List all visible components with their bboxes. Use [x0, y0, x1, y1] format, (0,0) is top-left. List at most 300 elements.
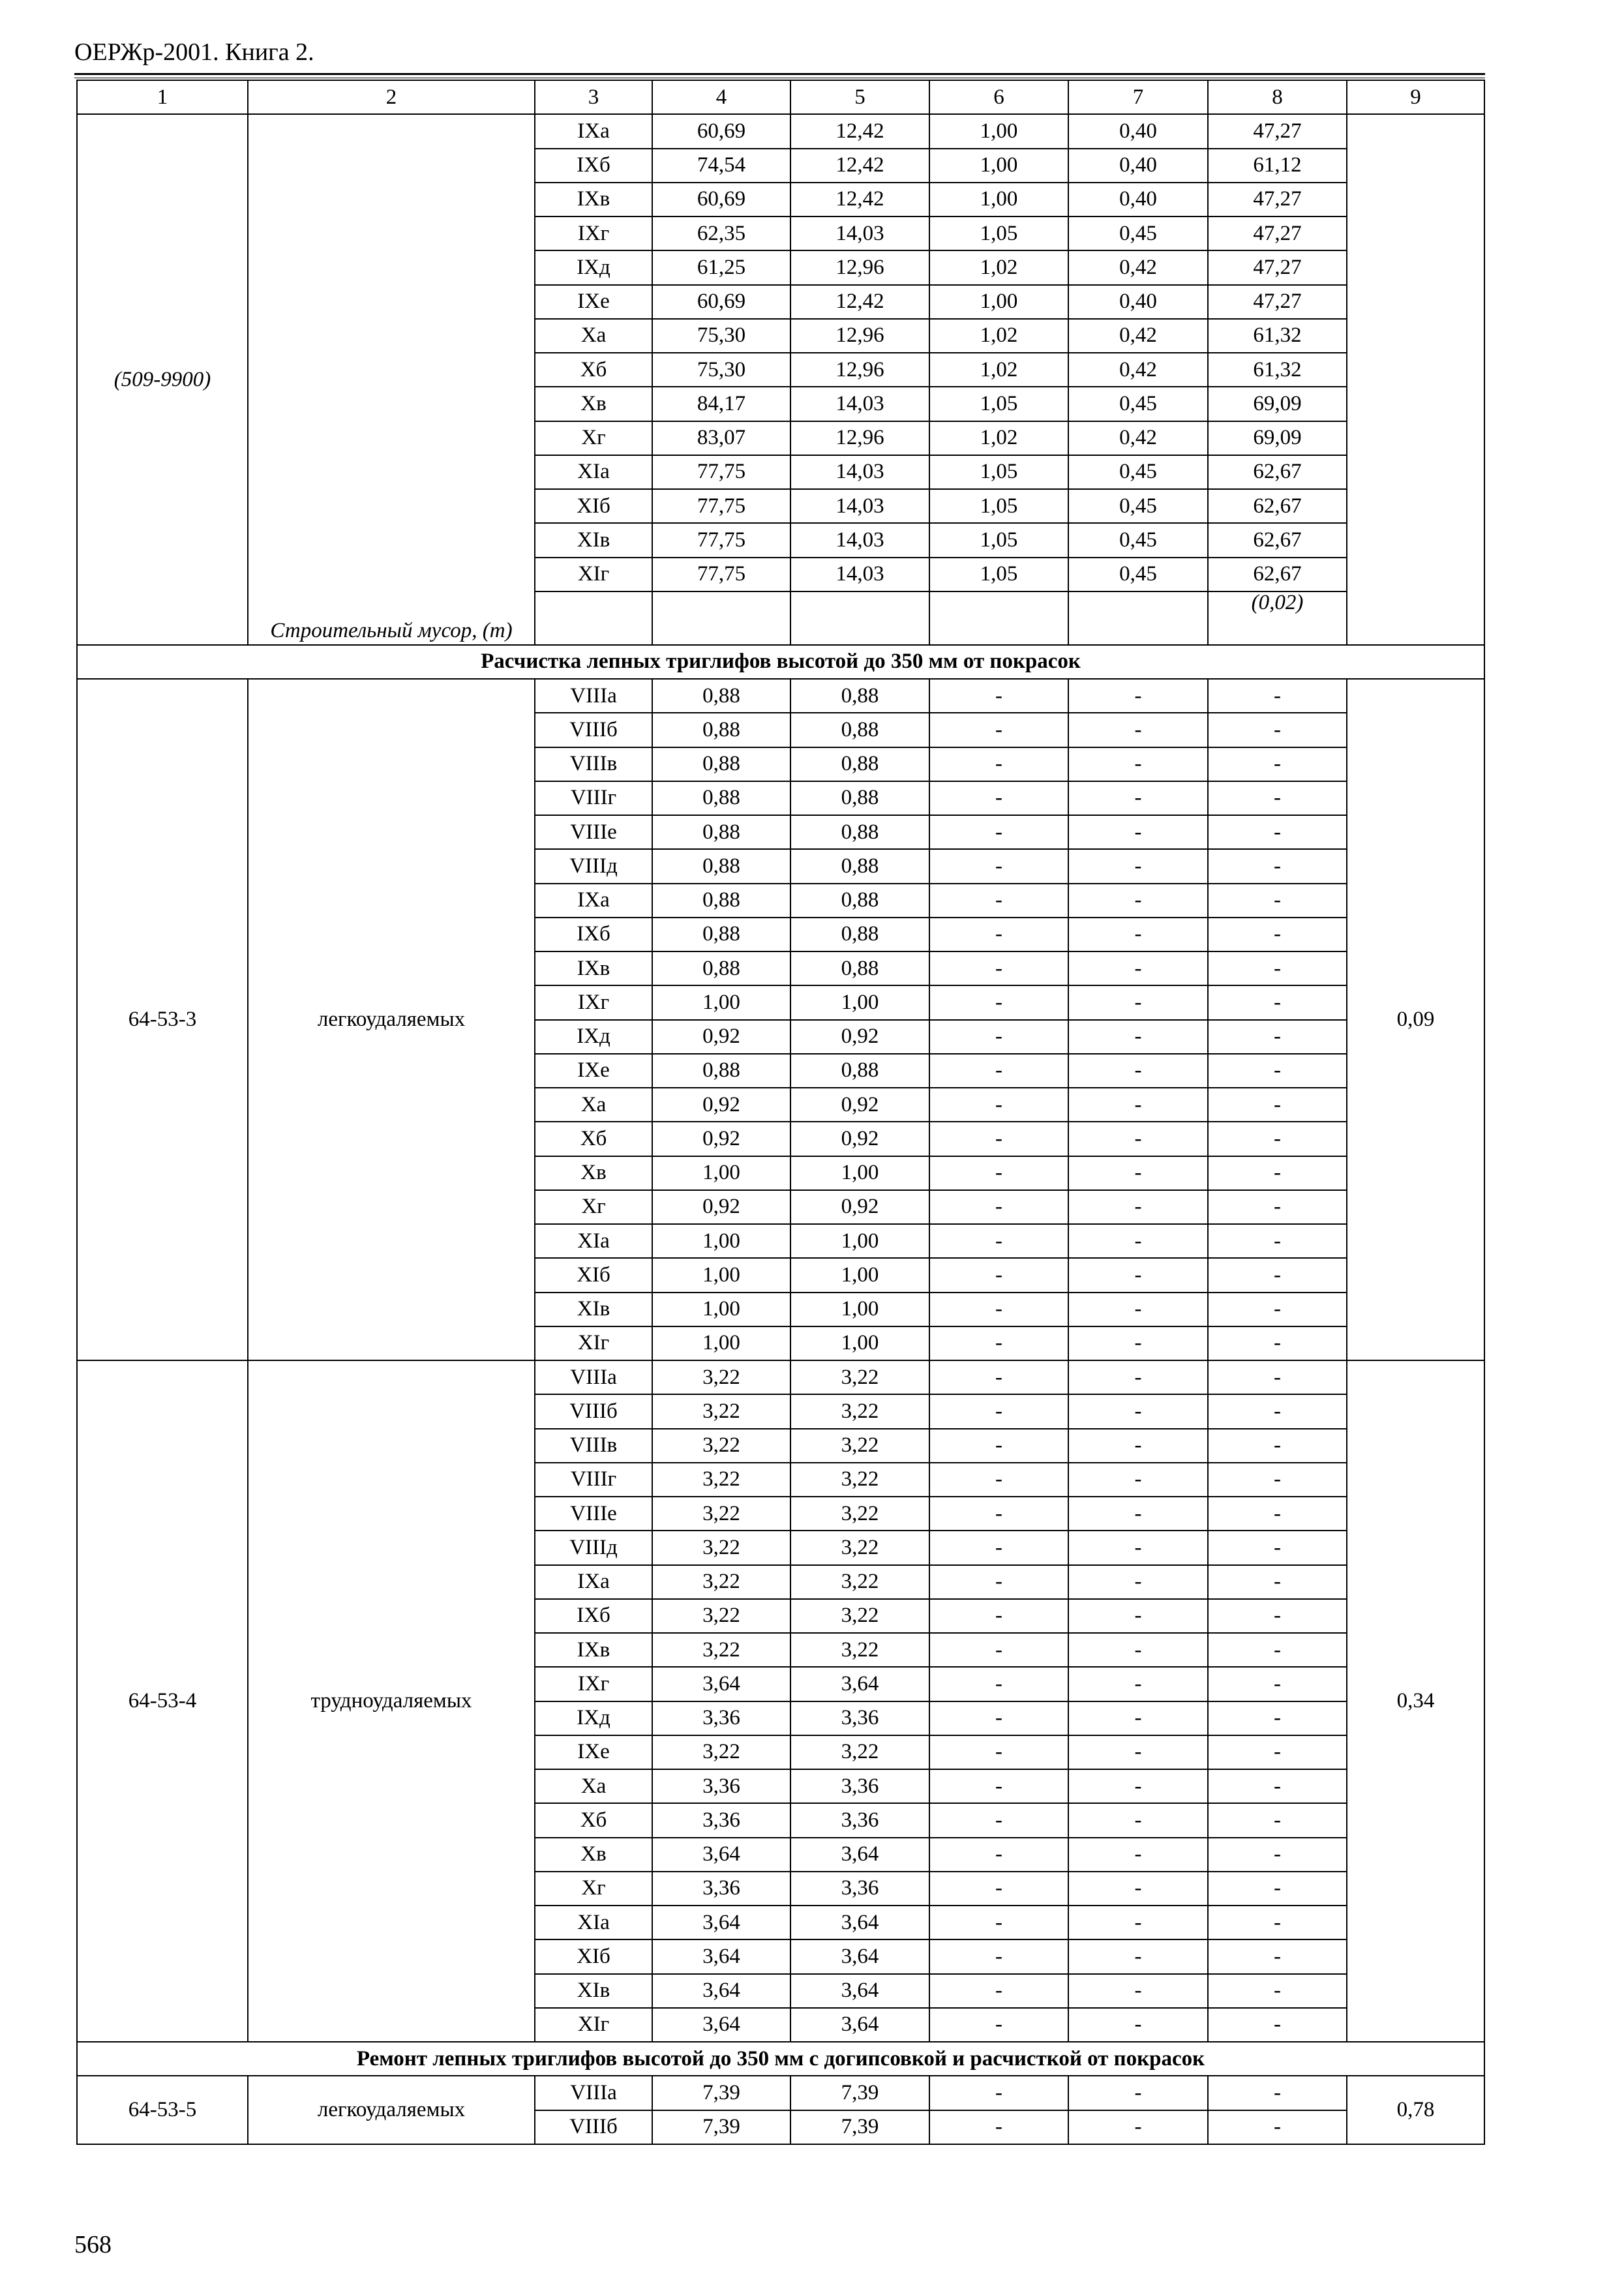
table-cell: - — [1208, 1803, 1347, 1837]
table-cell: 0,92 — [652, 1122, 790, 1156]
item-code: 64-53-4 — [77, 1360, 248, 2042]
table-cell: XIв — [535, 1974, 652, 2008]
table-cell: - — [1208, 1872, 1347, 1906]
table-cell: VIIIа — [535, 679, 652, 713]
table-cell: - — [1068, 1054, 1208, 1088]
table-cell: 0,88 — [790, 849, 929, 883]
table-cell: 0,92 — [652, 1088, 790, 1122]
table-cell: - — [929, 1360, 1068, 1394]
column-number: 1 — [77, 80, 248, 114]
page-number: 568 — [74, 2231, 112, 2258]
table-cell: - — [929, 2110, 1068, 2144]
table-cell: 1,00 — [790, 985, 929, 1019]
table-cell: IXа — [535, 114, 652, 148]
table-cell: XIб — [535, 489, 652, 523]
resource-name — [248, 114, 535, 645]
table-cell: - — [1068, 951, 1208, 985]
table-cell: XIг — [535, 558, 652, 591]
table-row — [77, 114, 1484, 148]
table-cell: 14,03 — [790, 558, 929, 591]
table-cell: 62,67 — [1208, 523, 1347, 557]
table-cell: 1,00 — [652, 985, 790, 1019]
table-cell: Xб — [535, 1803, 652, 1837]
table-cell: 61,25 — [652, 250, 790, 284]
table-cell: 62,67 — [1208, 455, 1347, 489]
table-cell: - — [1068, 1224, 1208, 1258]
table-cell: - — [929, 1122, 1068, 1156]
table-cell: - — [1068, 747, 1208, 781]
table-cell: 1,05 — [929, 387, 1068, 421]
table-cell: - — [1208, 2076, 1347, 2110]
table-cell: 84,17 — [652, 387, 790, 421]
table-cell: - — [1208, 985, 1347, 1019]
table-cell: 0,45 — [1068, 387, 1208, 421]
table-cell: - — [929, 815, 1068, 849]
table-cell: 0,88 — [790, 747, 929, 781]
table-cell: - — [1068, 713, 1208, 747]
table-cell: Xа — [535, 1088, 652, 1122]
table-cell: 75,30 — [652, 353, 790, 387]
table-cell: 0,42 — [1068, 319, 1208, 353]
table-cell: - — [1068, 1599, 1208, 1633]
table-cell: 12,42 — [790, 149, 929, 183]
table-cell: 3,22 — [652, 1429, 790, 1463]
table-cell: - — [1208, 1156, 1347, 1190]
table-cell: Xа — [535, 1769, 652, 1803]
table-cell: - — [1068, 1258, 1208, 1292]
table-cell: 3,22 — [652, 1735, 790, 1769]
table-cell: 1,00 — [652, 1293, 790, 1326]
table-cell: 62,67 — [1208, 489, 1347, 523]
table-cell: 0,45 — [1068, 489, 1208, 523]
item-col9: 0,09 — [1347, 679, 1484, 1360]
section-heading-row — [77, 645, 1484, 679]
column-number: 6 — [929, 80, 1068, 114]
table-cell: Xв — [535, 1156, 652, 1190]
table-cell: 3,22 — [790, 1735, 929, 1769]
table-cell: 75,30 — [652, 319, 790, 353]
table-cell: - — [929, 1088, 1068, 1122]
table-cell: - — [1068, 1429, 1208, 1463]
table-cell: 1,00 — [652, 1156, 790, 1190]
table-cell: XIг — [535, 2008, 652, 2042]
table-cell: - — [1208, 1667, 1347, 1701]
column-number: 7 — [1068, 80, 1208, 114]
table-cell: 69,09 — [1208, 421, 1347, 455]
empty-cell — [535, 591, 652, 645]
table-cell: 0,88 — [790, 679, 929, 713]
table-cell: 3,36 — [790, 1803, 929, 1837]
table-cell: - — [1068, 1156, 1208, 1190]
table-cell: - — [929, 1633, 1068, 1667]
table-cell: 3,22 — [790, 1463, 929, 1497]
item-code: 64-53-3 — [77, 679, 248, 1360]
table-cell: - — [1068, 1122, 1208, 1156]
table-cell: - — [929, 1054, 1068, 1088]
empty-cell — [790, 591, 929, 645]
table-cell: 0,40 — [1068, 183, 1208, 217]
table-cell: 3,22 — [652, 1565, 790, 1599]
table-cell: - — [929, 1156, 1068, 1190]
column-number: 9 — [1347, 80, 1484, 114]
table-cell: 0,42 — [1068, 353, 1208, 387]
table-cell: - — [1068, 1394, 1208, 1428]
column-number-row — [77, 80, 1484, 114]
table-cell: 1,05 — [929, 455, 1068, 489]
table-cell: 3,22 — [790, 1360, 929, 1394]
table-cell: 1,02 — [929, 319, 1068, 353]
item-name: легкоудаляемых — [248, 679, 535, 1360]
table-cell: - — [1208, 951, 1347, 985]
table-cell: IXе — [535, 285, 652, 319]
table-cell: - — [929, 1974, 1068, 2008]
table-cell: 62,67 — [1208, 558, 1347, 591]
table-cell: 62,35 — [652, 217, 790, 250]
table-cell: - — [1208, 1906, 1347, 1939]
table-cell: 1,05 — [929, 489, 1068, 523]
table-cell: - — [1208, 1020, 1347, 1054]
table-cell: 1,00 — [790, 1326, 929, 1360]
table-cell: 14,03 — [790, 455, 929, 489]
table-cell: - — [1068, 1974, 1208, 2008]
table-cell: 12,42 — [790, 285, 929, 319]
table-cell: 1,02 — [929, 421, 1068, 455]
table-cell: - — [929, 1872, 1068, 1906]
table-cell: 3,64 — [790, 1667, 929, 1701]
table-cell: 1,00 — [652, 1258, 790, 1292]
table-cell: Xб — [535, 353, 652, 387]
table-cell: 0,88 — [652, 679, 790, 713]
table-cell: - — [1208, 747, 1347, 781]
table-cell: - — [929, 1769, 1068, 1803]
table-cell: - — [1208, 1531, 1347, 1564]
section-heading: Ремонт лепных триглифов высотой до 350 мм с догипсовкой и расчисткой от покрасок — [77, 2042, 1484, 2076]
table-cell: 47,27 — [1208, 217, 1347, 250]
table-cell: 0,45 — [1068, 217, 1208, 250]
header-rule — [74, 73, 1485, 75]
item-col9: 0,78 — [1347, 2076, 1484, 2144]
table-cell: - — [929, 884, 1068, 918]
table-cell: IXв — [535, 951, 652, 985]
table-cell: 0,40 — [1068, 149, 1208, 183]
table-cell: 0,88 — [652, 747, 790, 781]
table-cell: 0,45 — [1068, 455, 1208, 489]
table-cell: - — [1208, 1599, 1347, 1633]
table-cell: - — [929, 849, 1068, 883]
table-cell: - — [1208, 1122, 1347, 1156]
table-cell: 3,64 — [790, 1939, 929, 1973]
table-cell: - — [1068, 1020, 1208, 1054]
table-cell: 12,42 — [790, 183, 929, 217]
table-cell: - — [1208, 2110, 1347, 2144]
table-cell: 1,00 — [790, 1156, 929, 1190]
table-cell: - — [929, 1906, 1068, 1939]
table-cell: - — [1068, 1701, 1208, 1735]
table-cell: - — [1068, 1293, 1208, 1326]
table-cell: 1,02 — [929, 353, 1068, 387]
table-cell: 60,69 — [652, 285, 790, 319]
table-cell: XIв — [535, 523, 652, 557]
table-cell: - — [1068, 849, 1208, 883]
table-cell: - — [1068, 1906, 1208, 1939]
table-cell: 0,88 — [652, 781, 790, 815]
table-cell: 3,36 — [652, 1872, 790, 1906]
table-cell: 3,22 — [790, 1633, 929, 1667]
table-cell: VIIIд — [535, 1531, 652, 1564]
table-cell: - — [929, 985, 1068, 1019]
table-cell: - — [929, 1599, 1068, 1633]
table-cell: VIIIг — [535, 781, 652, 815]
column-number: 4 — [652, 80, 790, 114]
item-name: легкоудаляемых — [248, 2076, 535, 2144]
table-cell: IXг — [535, 1667, 652, 1701]
table-cell: - — [1068, 985, 1208, 1019]
table-cell: 1,00 — [929, 183, 1068, 217]
table-cell: 3,64 — [652, 1838, 790, 1872]
table-cell: 3,36 — [652, 1803, 790, 1837]
table-cell: - — [1068, 1735, 1208, 1769]
table-cell: 1,00 — [929, 114, 1068, 148]
table-cell: Xб — [535, 1122, 652, 1156]
table-cell: 69,09 — [1208, 387, 1347, 421]
table-cell: 0,92 — [790, 1122, 929, 1156]
table-cell: 0,88 — [652, 918, 790, 951]
table-cell: XIб — [535, 1258, 652, 1292]
table-cell: - — [929, 1224, 1068, 1258]
table-cell: - — [929, 1020, 1068, 1054]
column-number: 5 — [790, 80, 929, 114]
table-cell: 0,92 — [790, 1088, 929, 1122]
table-cell: Xв — [535, 387, 652, 421]
table-cell: IXа — [535, 884, 652, 918]
table-cell: 47,27 — [1208, 285, 1347, 319]
table-cell: XIа — [535, 1906, 652, 1939]
table-cell: - — [929, 1701, 1068, 1735]
table-cell: 3,36 — [790, 1872, 929, 1906]
table-cell: 7,39 — [790, 2110, 929, 2144]
table-cell: 74,54 — [652, 149, 790, 183]
table-row — [77, 2076, 1484, 2110]
table-cell: 14,03 — [790, 523, 929, 557]
table-cell: - — [929, 1463, 1068, 1497]
table-cell: - — [1208, 1429, 1347, 1463]
table-cell: - — [1068, 815, 1208, 849]
table-cell: - — [1208, 1633, 1347, 1667]
table-cell: Xг — [535, 1190, 652, 1224]
section-heading-row — [77, 2042, 1484, 2076]
table-cell: - — [1068, 1565, 1208, 1599]
table-cell: - — [929, 1429, 1068, 1463]
table-cell: VIIIб — [535, 2110, 652, 2144]
table-cell: - — [1208, 884, 1347, 918]
table-cell: - — [1208, 781, 1347, 815]
table-cell: - — [929, 679, 1068, 713]
table-cell: 3,22 — [790, 1429, 929, 1463]
table-cell: 0,88 — [652, 713, 790, 747]
table-cell: - — [1208, 679, 1347, 713]
resource-value: (0,02) — [1208, 591, 1347, 645]
table-cell: IXг — [535, 217, 652, 250]
table-cell: 0,88 — [790, 1054, 929, 1088]
table-cell: IXв — [535, 1633, 652, 1667]
table-cell: - — [1068, 884, 1208, 918]
resource-code — [77, 114, 248, 645]
table-cell: 12,42 — [790, 114, 929, 148]
table-cell: 61,32 — [1208, 353, 1347, 387]
table-cell: - — [1208, 1701, 1347, 1735]
table-cell: - — [1068, 1633, 1208, 1667]
table-cell: 1,05 — [929, 558, 1068, 591]
table-cell: 3,64 — [652, 1939, 790, 1973]
table-cell: - — [1208, 1838, 1347, 1872]
table-cell: 3,64 — [652, 1906, 790, 1939]
table-cell: 3,64 — [652, 1974, 790, 2008]
table-cell: - — [929, 1939, 1068, 1973]
empty-cell — [652, 591, 790, 645]
table-cell: - — [929, 918, 1068, 951]
table-cell: VIIIб — [535, 713, 652, 747]
table-cell: IXа — [535, 1565, 652, 1599]
table-cell: 3,22 — [652, 1394, 790, 1428]
table-row — [77, 1360, 1484, 1394]
table-cell: 3,64 — [790, 2008, 929, 2042]
table-cell: 77,75 — [652, 558, 790, 591]
table-cell: - — [1068, 1803, 1208, 1837]
table-cell: 61,12 — [1208, 149, 1347, 183]
table-cell: 0,92 — [652, 1020, 790, 1054]
table-cell: 77,75 — [652, 489, 790, 523]
table-cell: 7,39 — [790, 2076, 929, 2110]
table-cell: 3,22 — [652, 1360, 790, 1394]
table-cell: 14,03 — [790, 489, 929, 523]
table-cell: - — [1068, 1360, 1208, 1394]
table-cell: 47,27 — [1208, 250, 1347, 284]
table-cell: 3,64 — [652, 2008, 790, 2042]
resource-code-text: (509-9900) — [113, 367, 211, 391]
table-cell: 0,40 — [1068, 285, 1208, 319]
table-cell: 0,42 — [1068, 421, 1208, 455]
table-cell: VIIIб — [535, 1394, 652, 1428]
table-cell: - — [1208, 918, 1347, 951]
table-cell: IXб — [535, 918, 652, 951]
empty-cell — [1068, 591, 1208, 645]
column-number: 3 — [535, 80, 652, 114]
table-cell: Xа — [535, 319, 652, 353]
table-cell: 12,96 — [790, 319, 929, 353]
table-cell: VIIIе — [535, 815, 652, 849]
table-cell: Xв — [535, 1838, 652, 1872]
table-cell: - — [929, 1497, 1068, 1531]
table-cell: 0,42 — [1068, 250, 1208, 284]
table-cell: 0,88 — [790, 815, 929, 849]
table-cell: - — [1068, 1939, 1208, 1973]
table-cell: 0,88 — [652, 815, 790, 849]
item-name: трудноудаляемых — [248, 1360, 535, 2042]
table-cell: 0,88 — [790, 781, 929, 815]
table-cell: 1,05 — [929, 523, 1068, 557]
table-cell: 3,64 — [790, 1838, 929, 1872]
table-cell: IXв — [535, 183, 652, 217]
table-cell: - — [929, 1326, 1068, 1360]
table-cell: - — [1068, 2008, 1208, 2042]
table-cell: Xг — [535, 421, 652, 455]
table-cell: XIа — [535, 455, 652, 489]
table-cell: 0,92 — [652, 1190, 790, 1224]
table-cell: - — [929, 1190, 1068, 1224]
table-cell: - — [1068, 918, 1208, 951]
table-cell: - — [1208, 815, 1347, 849]
table-cell: - — [1208, 1326, 1347, 1360]
page-header: ОЕРЖр-2001. Книга 2. — [74, 38, 314, 66]
table-cell: - — [1208, 1735, 1347, 1769]
table-cell: - — [1208, 1974, 1347, 2008]
table-cell: 47,27 — [1208, 114, 1347, 148]
table-cell: - — [929, 1394, 1068, 1428]
table-cell: 47,27 — [1208, 183, 1347, 217]
table-cell: 3,22 — [790, 1497, 929, 1531]
table-cell: 77,75 — [652, 523, 790, 557]
table-cell: - — [1208, 1565, 1347, 1599]
table-cell: VIIIа — [535, 1360, 652, 1394]
table-cell: - — [1068, 1667, 1208, 1701]
table-cell: 0,40 — [1068, 114, 1208, 148]
table-cell: 0,88 — [790, 918, 929, 951]
table-cell: 60,69 — [652, 183, 790, 217]
table-cell: - — [929, 1258, 1068, 1292]
table-cell: - — [1068, 1838, 1208, 1872]
table-cell: 12,96 — [790, 250, 929, 284]
table-cell: 12,96 — [790, 353, 929, 387]
table-cell: - — [1068, 1088, 1208, 1122]
table-cell: - — [1208, 849, 1347, 883]
table-cell: - — [929, 2008, 1068, 2042]
section-heading: Расчистка лепных триглифов высотой до 350 мм от покрасок — [77, 645, 1484, 679]
table-cell: - — [1068, 781, 1208, 815]
item-code: 64-53-5 — [77, 2076, 248, 2144]
table-cell: 0,88 — [652, 1054, 790, 1088]
table-cell: VIIIд — [535, 849, 652, 883]
table-cell: 3,64 — [652, 1667, 790, 1701]
table-cell: 1,00 — [790, 1224, 929, 1258]
table-cell: 0,88 — [790, 884, 929, 918]
table-cell: VIIIв — [535, 747, 652, 781]
table-cell: - — [1208, 2008, 1347, 2042]
table-cell: VIIIа — [535, 2076, 652, 2110]
table-cell: 3,22 — [790, 1394, 929, 1428]
table-cell: 3,22 — [790, 1599, 929, 1633]
table-cell: 0,45 — [1068, 558, 1208, 591]
table-row — [77, 679, 1484, 713]
table-cell: IXб — [535, 1599, 652, 1633]
table-cell: - — [1208, 1190, 1347, 1224]
table-cell: - — [929, 951, 1068, 985]
table-cell: 12,96 — [790, 421, 929, 455]
table-cell: Xг — [535, 1872, 652, 1906]
table-cell: - — [1068, 2076, 1208, 2110]
table-cell: 7,39 — [652, 2110, 790, 2144]
table-cell: - — [929, 1565, 1068, 1599]
table-cell: - — [1208, 1497, 1347, 1531]
table-cell: 14,03 — [790, 387, 929, 421]
table-cell: - — [1208, 1293, 1347, 1326]
table-cell: - — [1068, 1497, 1208, 1531]
table-cell: 3,64 — [790, 1974, 929, 2008]
table-cell: 3,22 — [652, 1531, 790, 1564]
table-cell: 1,00 — [929, 285, 1068, 319]
table-cell: 0,92 — [790, 1020, 929, 1054]
table-cell: 1,05 — [929, 217, 1068, 250]
table-cell: - — [1208, 1394, 1347, 1428]
